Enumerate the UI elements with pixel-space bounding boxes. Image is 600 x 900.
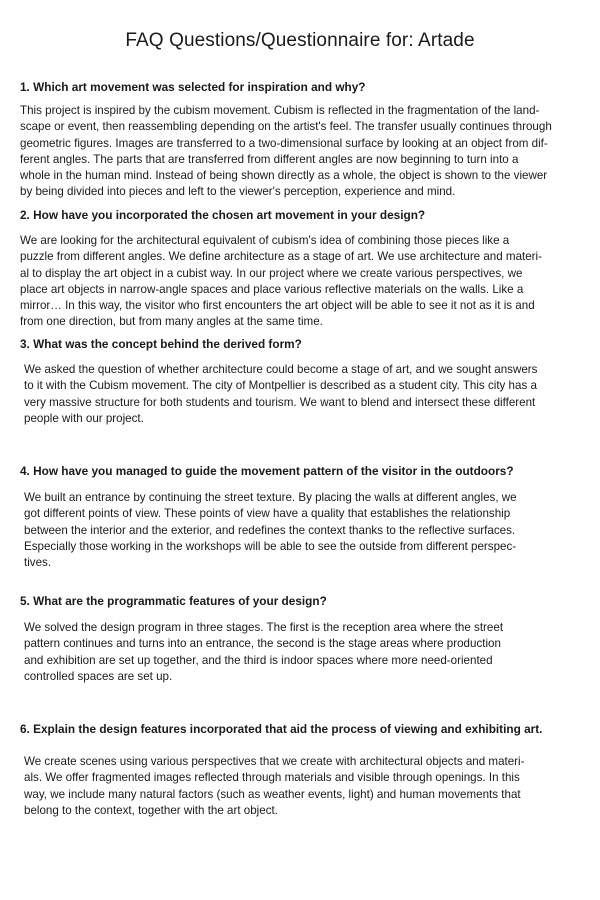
answer-line: people with our project. — [24, 411, 144, 425]
answer-line: puzzle from different angles. We define architecture as a stage of art. We use architecture and materi- — [20, 250, 542, 264]
question-1: 1. Which art movement was selected for inspiration and why? — [20, 80, 366, 94]
answer-2 — [0, 233, 600, 331]
answer-line: pattern continues and turns into an entrance, the second is the stage areas where production — [24, 637, 501, 651]
faq-item-5 — [0, 594, 600, 685]
answer-line: belong to the context, together with the art object. — [24, 803, 278, 817]
answer-line: between the interior and the exterior, and redefines the context thanks to the reflective surfaces. — [24, 523, 516, 537]
question-4: 4. How have you managed to guide the movement pattern of the visitor in the outdoors? — [20, 464, 514, 478]
answer-line: whole in the human mind. Instead of being shown directly as a whole, the object is shown to the viewer — [20, 169, 548, 183]
question-5: 5. What are the programmatic features of your design? — [20, 594, 327, 608]
answer-line: We create scenes using various perspectives that we create with architectural objects and materi- — [24, 755, 525, 768]
answer-line: We asked the question of whether architecture could become a stage of art, and we sought answers — [24, 363, 538, 376]
answer-line: and exhibition are set up together, and the third is indoor spaces where more need-oriented — [24, 653, 493, 667]
answer-line: to it with the Cubism movement. The city of Montpellier is described as a student city. This city has a — [24, 379, 537, 393]
answer-4 — [0, 490, 600, 571]
answer-line: got different points of view. These points of view have a quality that establishes the relationship — [24, 507, 511, 521]
answer-1 — [0, 103, 600, 201]
answer-line: Especially those working in the workshops will be able to see the outside from different perspec- — [24, 539, 517, 553]
answer-5 — [0, 620, 600, 685]
answer-line: from one direction, but from many angles at the same time. — [20, 315, 323, 329]
answer-line: We are looking for the architectural equivalent of cubism's idea of combining those pieces like a — [20, 234, 510, 247]
answer-line: als. We offer fragmented images reflected through materials and visible through openings. In this — [24, 771, 520, 785]
answer-line: al to display the art object in a cubist way. In our project where we create various perspectives, we — [20, 266, 523, 280]
question-6: 6. Explain the design features incorporated that aid the process of viewing and exhibiting art. — [20, 722, 543, 736]
answer-line: This project is inspired by the cubism movement. Cubism is reflected in the fragmentation of the land- — [20, 104, 540, 117]
answer-line: very massive structure for both students and tourism. We want to blend and intersect these different — [24, 395, 536, 409]
answer-3 — [0, 362, 600, 427]
answer-line: We solved the design program in three stages. The first is the reception area where the street — [24, 621, 504, 634]
question-3: 3. What was the concept behind the derived form? — [20, 337, 302, 351]
faq-item-1 — [0, 80, 600, 201]
faq-item-2 — [0, 208, 600, 331]
answer-line: geometric figures. Images are transferred to a two-dimensional surface by looking at an object from dif- — [20, 136, 548, 150]
answer-6 — [0, 754, 600, 819]
answer-line: way, we include many natural factors (such as weather events, light) and human movements that — [24, 787, 521, 801]
answer-line: ferent angles. The parts that are transferred from different angles are now beginning to turn into a — [20, 152, 519, 166]
page-title: FAQ Questions/Questionnaire for: Artade — [125, 30, 475, 51]
faq-item-3 — [0, 337, 600, 427]
answer-line: tives. — [24, 556, 52, 570]
answer-line: place art objects in narrow-angle spaces and place various reflective materials on the walls. Like a — [20, 282, 524, 296]
answer-line: scape or event, then reassembling depending on the artist's feel. The transfer usually continues through — [20, 120, 552, 134]
answer-line: controlled spaces are set up. — [24, 669, 173, 683]
faq-item-6 — [0, 722, 600, 819]
question-2: 2. How have you incorporated the chosen art movement in your design? — [20, 208, 426, 222]
faq-item-4 — [0, 464, 600, 571]
answer-line: mirror… In this way, the visitor who first encounters the art object will be able to see it not as it is and — [20, 299, 535, 313]
answer-line: We built an entrance by continuing the street texture. By placing the walls at different angles, we — [24, 491, 517, 504]
answer-line: by being divided into pieces and left to the viewer's perception, experience and mind. — [20, 185, 456, 199]
